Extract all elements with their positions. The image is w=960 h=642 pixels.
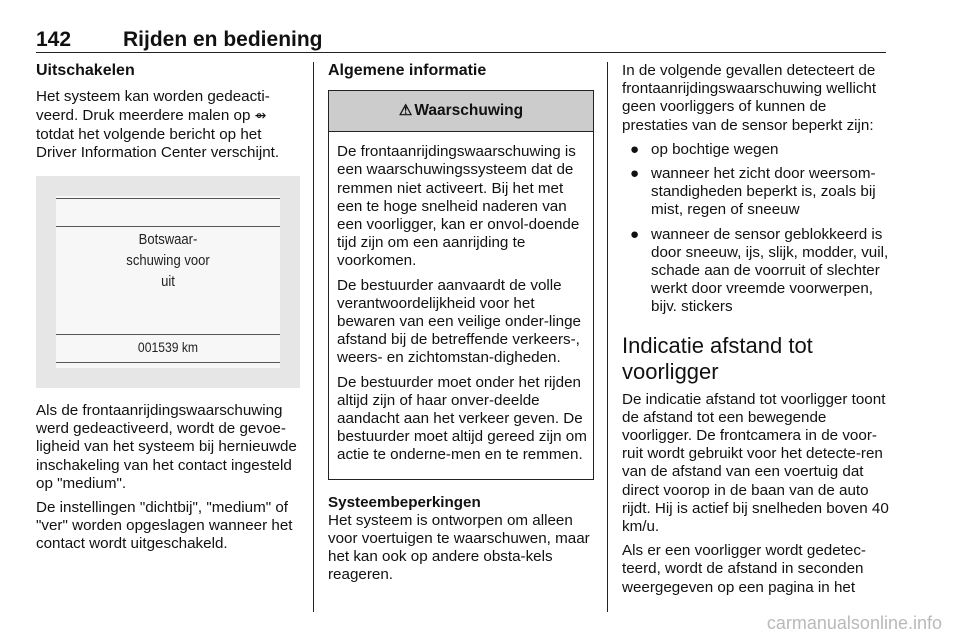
paragraph: In de volgende gevallen detecteert de frontaanrijdingswaarschuwing wellicht geen voorliggers of kunnen de prestaties van de sensor beperkt zijn: [622,62,877,134]
list-item: ● wanneer de sensor geblokkeerd is door sneeuw, ijs, slijk, modder, vuil, schade aan de voorruit of slechter werkt door vreemde voorwerpen, bijv. stickers [630,225,889,316]
steering-wheel-arrow-icon: ⇴ [254,107,267,124]
warning-title: Waarschuwing [414,102,524,120]
page-number: 142 [36,28,72,51]
warning-paragraph: De frontaanrijdingswaarschuwing is een waarschuwingssysteem dat de remmen niet activeert. Bij het met een te hoge snelheid naderen van een voorligger, kan er onvol-doende tijd zijn om een aanrijding te voorkomen. [337,143,580,270]
warning-paragraph: De bestuurder aanvaardt de volle verantwoordelijkheid voor het bewaren van een veilige onder-linge afstand bij de betreffende verkeers-, weers- en zichtomstan-digheden. [337,276,582,367]
column-right [622,62,890,603]
screen-rule [56,198,280,199]
section-heading-algemene-informatie: Algemene informatie [328,62,487,79]
bullet-icon: ● [630,225,640,243]
warning-paragraph: De bestuurder moet onder het rijden altijd zijn of haar onver-deelde aandacht aan het verkeer geven. De bestuurder moet altijd gereed zijn om actie te onderne-men en te remmen. [337,373,587,464]
paragraph: Als er een voorligger wordt gedetec-teerd, wordt de afstand in seconden weergegeven op een pagina in het [622,542,866,596]
odometer-reading: 001539 km [137,340,199,356]
display-message: Botswaar- schuwing voor uit [126,232,210,291]
list-item: ● op bochtige wegen [630,140,779,158]
paragraph: Het systeem kan worden gedeacti-veerd. Druk meerdere malen op ⇴ totdat het volgende bericht op het Driver Information Center verschijnt. [36,88,280,161]
warning-header [329,91,593,132]
list-item: ● wanneer het zicht door weersom-standigheden beperkt is, zoals bij mist, regen of sneeuw [630,165,876,219]
bullet-icon: ● [630,140,640,158]
dashboard-display-illustration [36,176,300,388]
screen-rule [56,226,280,227]
warning-triangle-icon: ⚠ [398,102,413,120]
bullet-icon: ● [630,165,640,183]
page-header [36,28,886,53]
chapter-title: Rijden en bediening [123,28,323,51]
paragraph: De instellingen "dichtbij", "medium" of "ver" worden opgeslagen wanneer het contact wordt uitgeschakeld. [36,499,293,553]
warning-box [328,90,594,479]
screen-rule [56,362,280,363]
section-heading-uitschakelen: Uitschakelen [36,62,135,79]
subheading-systeembeperkingen: Systeembeperkingen [328,493,481,511]
paragraph: De indicatie afstand tot voorligger toont de afstand tot een bewegende voorligger. De frontcamera in de voor-ruit wordt gebruikt voor het detecte-ren van de afstand van een voertuig dat direct voorop in de baan van de auto rijdt. Hij is actief bij snelheden boven 40 km/u. [622,390,889,536]
section-title-indicatie-afstand: Indicatie afstand tot voorligger [622,332,813,384]
warning-body [329,132,593,478]
paragraph: Het systeem is ontworpen om alleen voor voertuigen te waarschuwen, maar het kan ook op andere obsta-kels reageren. [328,511,590,584]
paragraph: Als de frontaanrijdingswaarschuwing werd gedeactiveerd, wordt de gevoe-ligheid van het systeem bij hernieuwde inschakeling van het contact ingesteld op "medium". [36,402,297,492]
column-middle [328,62,595,591]
column-divider [607,62,608,612]
column-divider [313,62,314,612]
column-left [36,62,302,560]
display-screen [56,196,280,368]
limitations-list [622,141,890,317]
screen-rule [56,334,280,335]
watermark-text: carmanualsonline.info [766,613,942,633]
